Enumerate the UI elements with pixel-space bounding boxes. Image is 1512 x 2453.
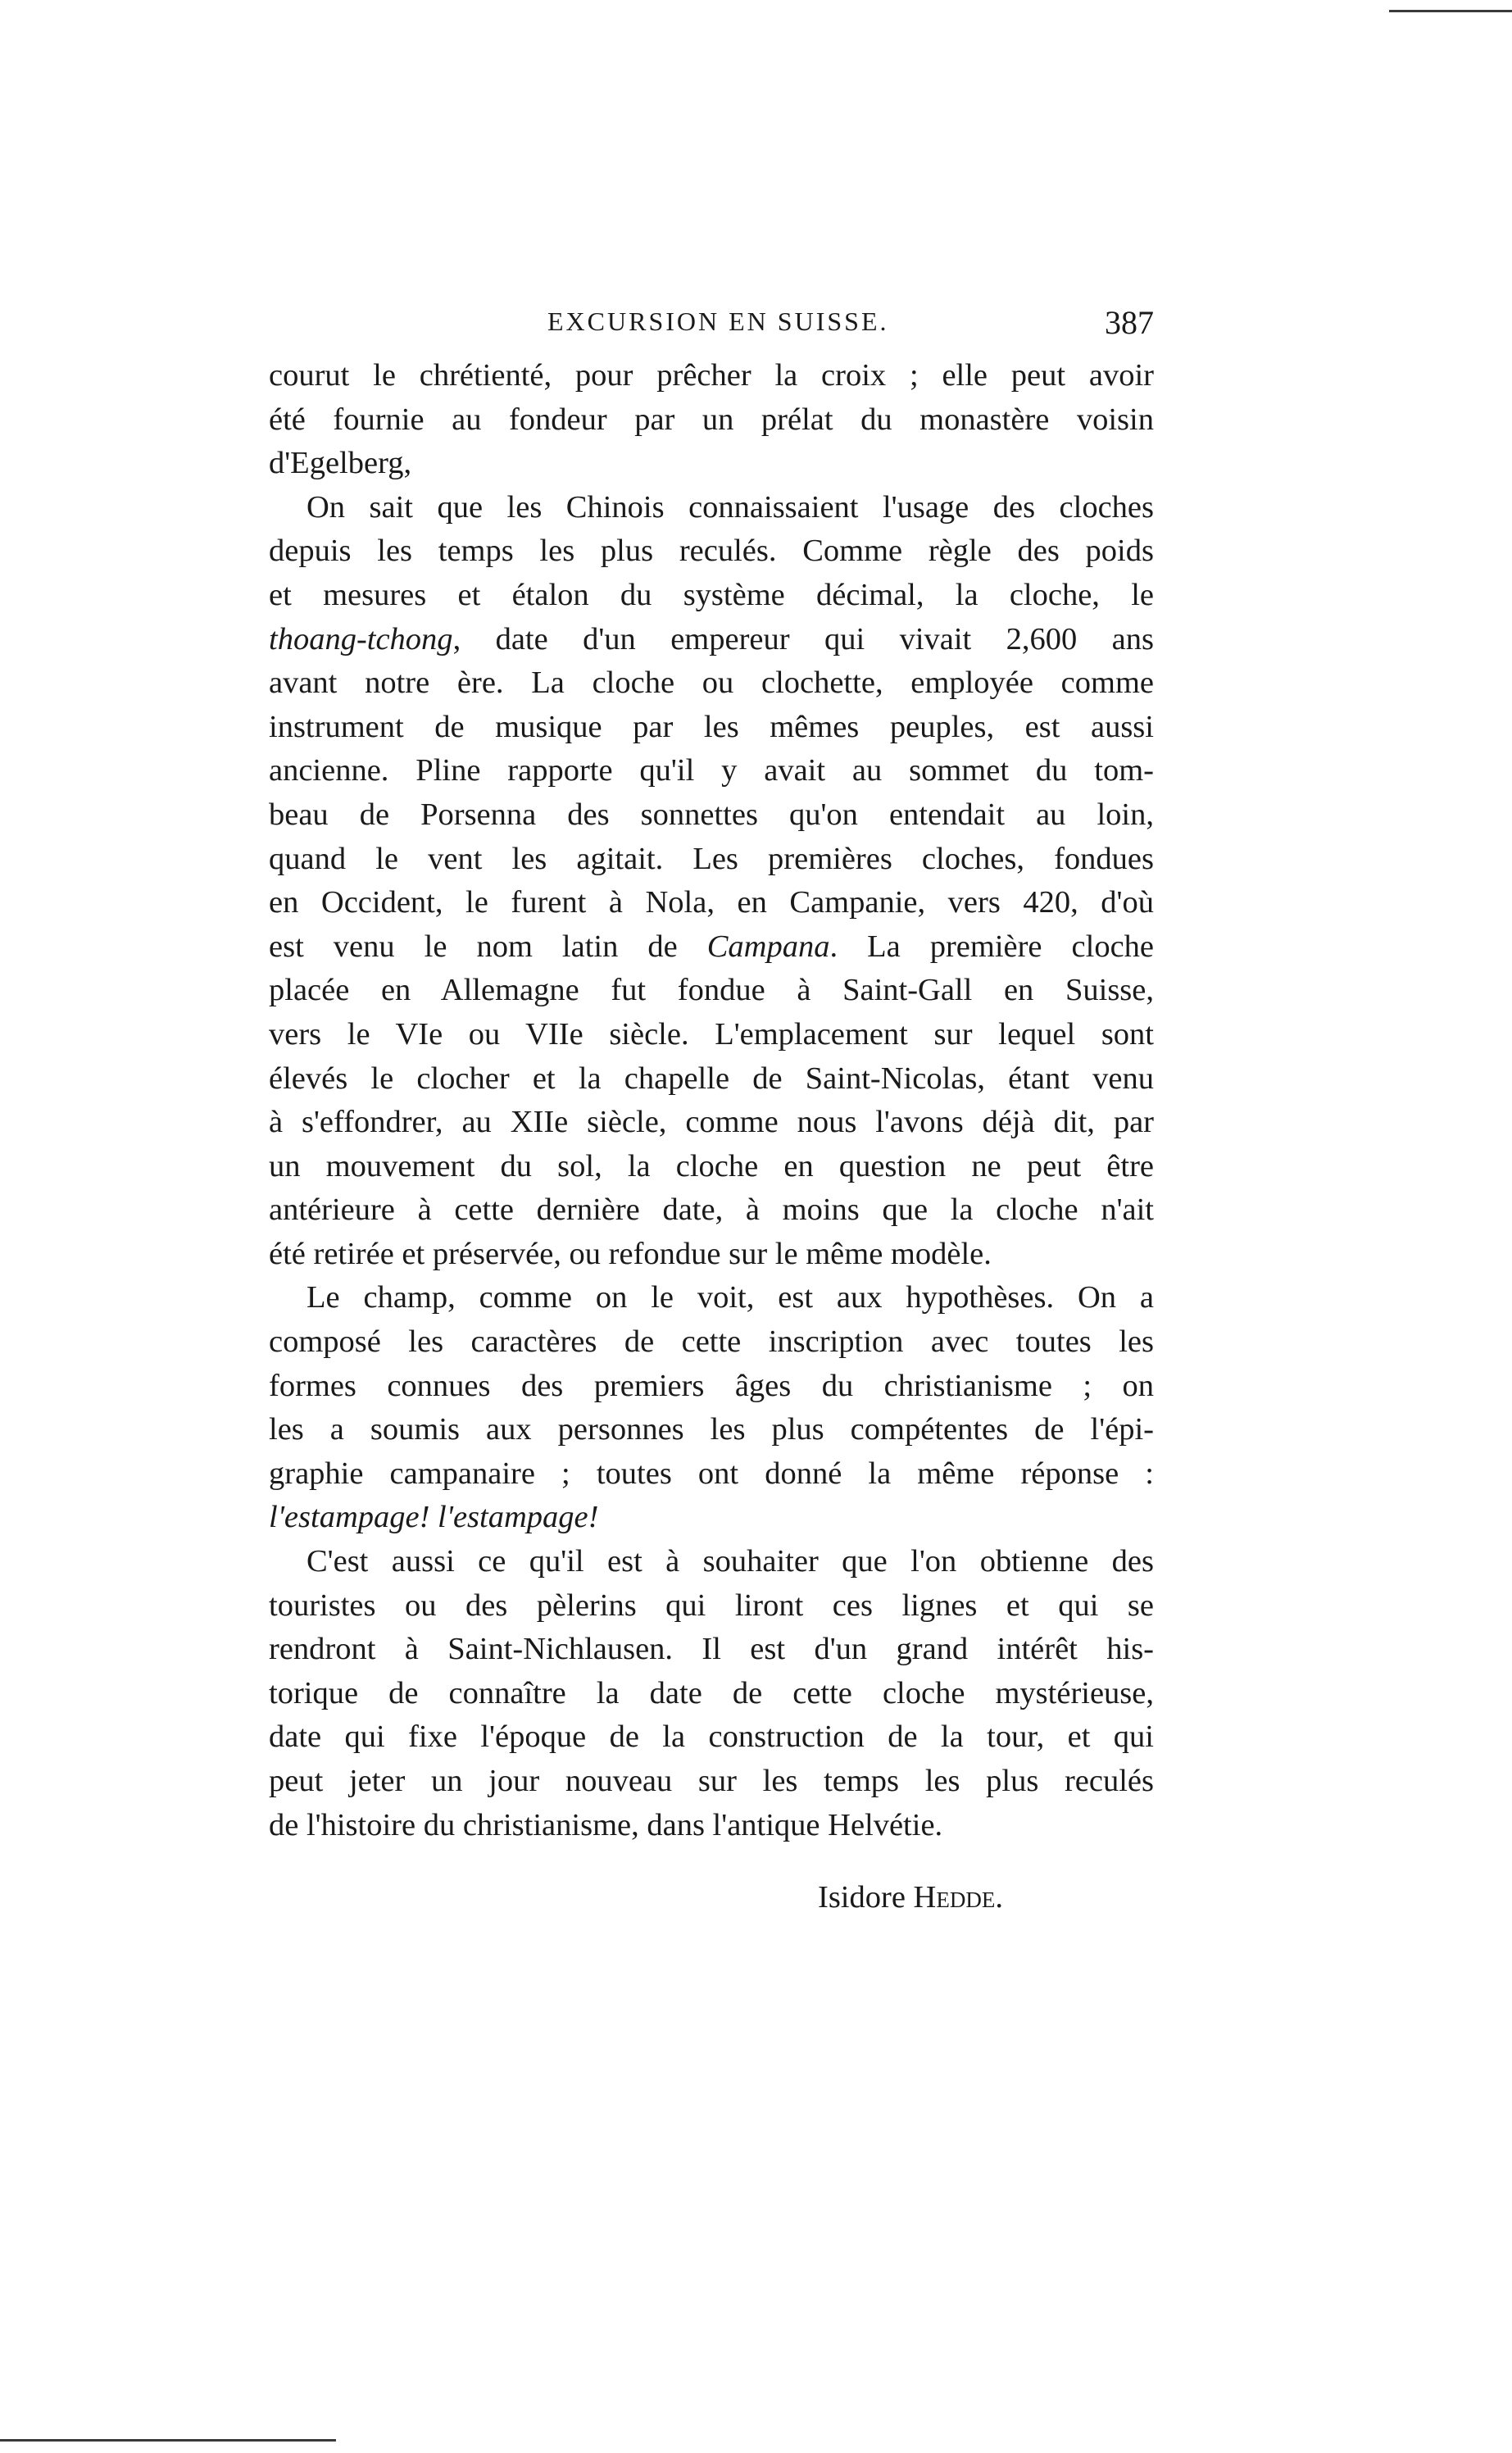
- text-segment: composé les caractères de cette inscription avec toutes les: [269, 1324, 1154, 1360]
- text-line: [269, 1188, 1154, 1233]
- italic-text: thoang-tchong: [269, 621, 453, 656]
- text-line: [269, 618, 1154, 662]
- text-line: [269, 838, 1154, 882]
- text-segment: rendront à Saint-Nichlausen. Il est d'un grand intérêt his-: [269, 1632, 1154, 1667]
- text-segment: et mesures et étalon du système décimal, la cloche, le: [269, 577, 1154, 612]
- text-line: [269, 1320, 1154, 1365]
- author-last-name: Hedde.: [913, 1880, 1003, 1915]
- text-line: [269, 574, 1154, 618]
- text-segment: un mouvement du sol, la cloche en question ne peut être: [269, 1148, 1154, 1183]
- paragraph: [269, 1540, 1154, 1847]
- text-line: [269, 1452, 1154, 1497]
- text-segment: courut le chrétienté, pour prêcher la croix ; elle peut avoir: [269, 358, 1154, 393]
- text-line: [269, 706, 1154, 750]
- text-segment: . La première cloche: [829, 929, 1154, 964]
- text-segment: quand le vent les agitait. Les premières cloches, fondues: [269, 841, 1154, 876]
- text-segment: à s'effondrer, au XIIe siècle, comme nous l'avons déjà dit, par: [269, 1105, 1154, 1140]
- text-segment: torique de connaître la date de cette cloche mystérieuse,: [269, 1675, 1154, 1710]
- text-line: [269, 1101, 1154, 1145]
- text-line: [269, 1145, 1154, 1189]
- text-segment: date qui fixe l'époque de la construction de la tour, et qui: [269, 1719, 1154, 1755]
- text-segment: , date d'un empereur qui vivait 2,600 ans: [452, 621, 1154, 656]
- text-segment: en Occident, le furent à Nola, en Campanie, vers 420, d'où: [269, 885, 1154, 920]
- text-segment: beau de Porsenna des sonnettes qu'on entendait au loin,: [269, 797, 1154, 832]
- text-line: [269, 1760, 1154, 1804]
- text-line: [269, 661, 1154, 706]
- paragraph: [269, 354, 1154, 486]
- text-segment: instrument de musique par les mêmes peuples, est aussi: [269, 709, 1154, 744]
- scan-edge-rule-bottom: [0, 2439, 336, 2442]
- text-line: [269, 969, 1154, 1013]
- text-line: [269, 1672, 1154, 1716]
- text-line: [269, 925, 1154, 970]
- text-segment: antérieure à cette dernière date, à moins que la cloche n'ait: [269, 1192, 1154, 1228]
- book-page: [269, 297, 1154, 1919]
- page-number: 387: [1105, 304, 1154, 341]
- text-segment: de l'histoire du christianisme, dans l'antique Helvétie.: [269, 1807, 943, 1842]
- text-segment: d'Egelberg,: [269, 446, 412, 481]
- author-signature: [269, 1875, 1154, 1919]
- text-segment: graphie campanaire ; toutes ont donné la même réponse :: [269, 1456, 1154, 1491]
- text-line: [269, 486, 1154, 530]
- text-segment: élevés le clocher et la chapelle de Saint-Nicolas, étant venu: [269, 1061, 1154, 1096]
- text-segment: touristes ou des pèlerins qui liront ces lignes et qui se: [269, 1588, 1154, 1623]
- text-line: [269, 354, 1154, 398]
- text-line: [269, 1233, 1154, 1277]
- text-segment: placée en Allemagne fut fondue à Saint-Gall en Suisse,: [269, 973, 1154, 1008]
- text-line: [269, 1628, 1154, 1672]
- text-line: [269, 1715, 1154, 1760]
- text-segment: été retirée et préservée, ou refondue sur le même modèle.: [269, 1236, 992, 1271]
- text-line: [269, 1057, 1154, 1102]
- author-first-name: Isidore: [818, 1880, 906, 1915]
- italic-text: Campana: [706, 929, 830, 964]
- text-segment: été fournie au fondeur par un prélat du monastère voisin: [269, 402, 1154, 437]
- text-line: [269, 793, 1154, 838]
- text-line: [269, 442, 1154, 486]
- running-title: EXCURSION EN SUISSE.: [547, 307, 889, 336]
- italic-text: l'estampage! l'estampage!: [269, 1500, 599, 1535]
- text-line: [269, 529, 1154, 574]
- text-segment: est venu le nom latin de: [269, 929, 707, 964]
- text-segment: Le champ, comme on le voit, est aux hypothèses. On a: [306, 1280, 1154, 1315]
- scan-edge-rule-top: [1389, 10, 1512, 12]
- text-segment: formes connues des premiers âges du christianisme ; on: [269, 1368, 1154, 1403]
- text-line: [269, 1540, 1154, 1584]
- text-line: [269, 1804, 1154, 1848]
- paragraph: [269, 1276, 1154, 1540]
- text-segment: ancienne. Pline rapporte qu'il y avait au sommet du tom-: [269, 753, 1154, 788]
- text-line: [269, 749, 1154, 793]
- text-line: [269, 1408, 1154, 1452]
- text-line: [269, 1365, 1154, 1409]
- paragraph: [269, 486, 1154, 1277]
- text-segment: avant notre ère. La cloche ou clochette, employée comme: [269, 665, 1154, 701]
- text-segment: On sait que les Chinois connaissaient l'usage des cloches: [306, 489, 1154, 525]
- text-line: [269, 881, 1154, 925]
- body-text: [269, 354, 1154, 1847]
- text-line: [269, 1013, 1154, 1057]
- text-segment: C'est aussi ce qu'il est à souhaiter que l'on obtienne des: [306, 1544, 1154, 1579]
- running-head: [269, 297, 1154, 354]
- text-line: [269, 398, 1154, 443]
- text-segment: les a soumis aux personnes les plus compétentes de l'épi-: [269, 1412, 1154, 1447]
- text-line: [269, 1584, 1154, 1629]
- text-segment: vers le VIe ou VIIe siècle. L'emplacement sur lequel sont: [269, 1016, 1154, 1052]
- text-line: [269, 1496, 1154, 1540]
- text-segment: peut jeter un jour nouveau sur les temps les plus reculés: [269, 1764, 1154, 1798]
- text-line: [269, 1276, 1154, 1320]
- text-segment: depuis les temps les plus reculés. Comme règle des poids: [269, 534, 1154, 569]
